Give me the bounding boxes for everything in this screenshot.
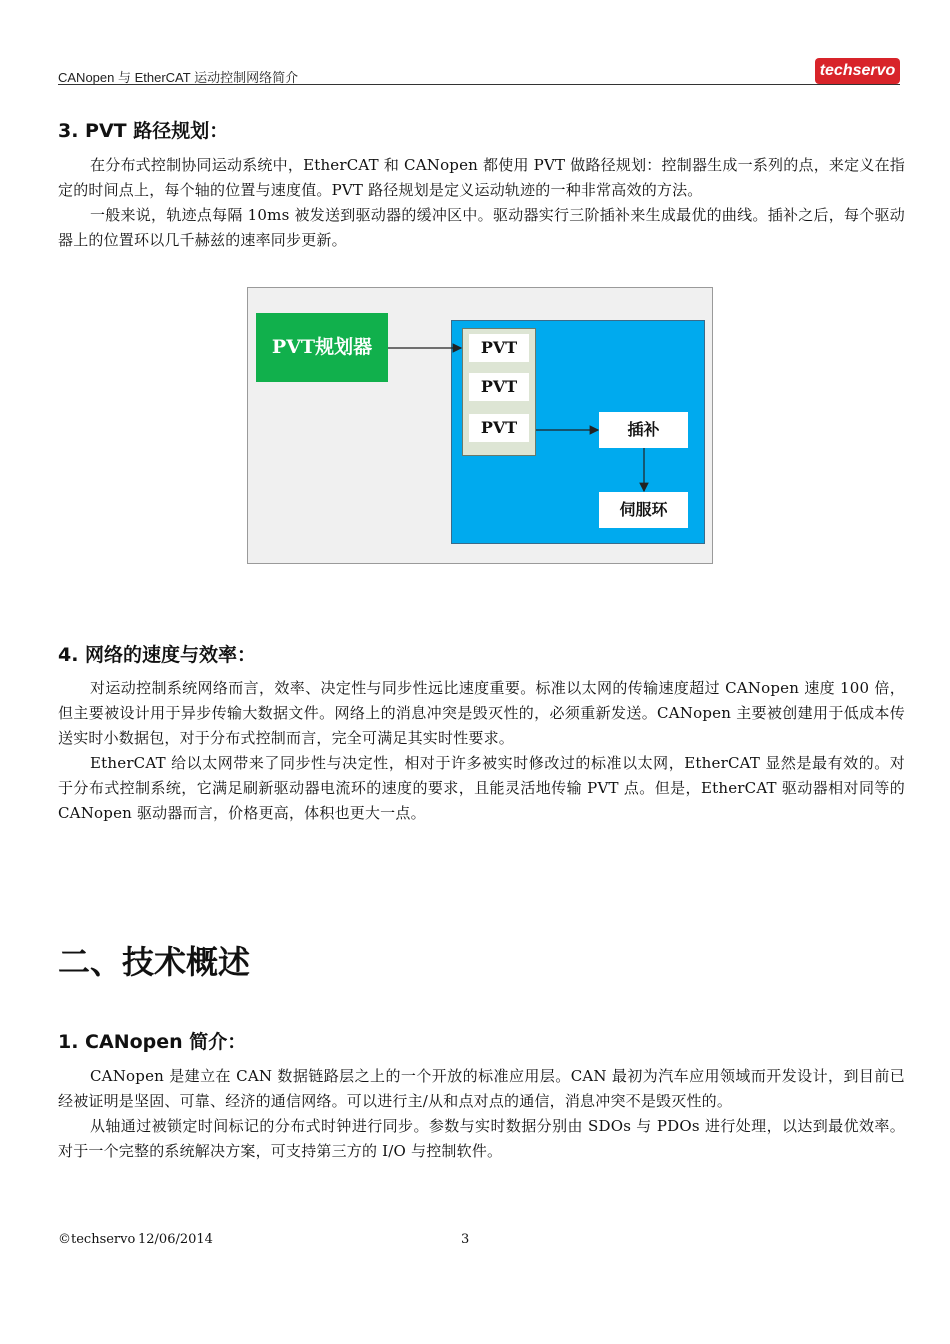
paragraph-canopen-1: CANopen 是建立在 CAN 数据链路层之上的一个开放的标准应用层。CAN 最初为汽车应用领域而开发设计，到目前已经被证明是坚固、可靠、经济的通信网络。可以进行主/从和点对点的通信，消息冲突不是毁灭性的。 <box>58 1067 905 1110</box>
paragraph-canopen-2: 从轴通过被锁定时间标记的分布式时钟进行同步。参数与实时数据分别由 SDOs 与 PDOs 进行处理，以达到最优效率。对于一个完整的系统解决方案，可支持第三方的 I/O 与控制软件。 <box>58 1117 905 1160</box>
paragraph-network-1: 对运动控制系统网络而言，效率、决定性与同步性远比速度重要。标准以太网的传输速度超过 CANopen 速度 100 倍，但主要被设计用于异步传输大数据文件。网络上的消息冲突是毁灭性的，必须重新发送。CANopen 主要被创建用于低成本传送实时小数据包，对于分布式控制而言，完全可满足其实时性要求。 <box>58 679 905 747</box>
section-heading-pvt: 3. PVT 路径规划： <box>58 120 229 142</box>
pvt-point-box: PVT <box>469 414 529 442</box>
pvt-point-box: PVT <box>469 373 529 401</box>
paragraph-pvt-1: 在分布式控制协同运动系统中，EtherCAT 和 CANopen 都使用 PVT 做路径规划：控制器生成一系列的点，来定义在指定的时间点上，每个轴的位置与速度值。PVT 路径规划是定义运动轨迹的一种非常高效的方法。 <box>58 156 905 199</box>
pvt-flow-diagram <box>247 287 713 564</box>
footer-date: 12/06/2014 <box>138 1232 213 1247</box>
chapter-heading-technical-overview: 二、技术概述 <box>58 943 251 981</box>
paragraph-network-2: EtherCAT 给以太网带来了同步性与决定性，相对于许多被实时修改过的标准以太网，EtherCAT 显然是最有效的。对于分布式控制系统，它满足刷新驱动器电流环的速度的要求，且能灵活地传输 PVT 点。但是，EtherCAT 驱动器相对同等的 CANopen 驱动器而言，价格更高，体积也更大一点。 <box>58 754 905 822</box>
diagram-arrows <box>248 288 714 565</box>
servo-loop-box: 伺服环 <box>599 492 688 528</box>
section-heading-network-efficiency: 4. 网络的速度与效率： <box>58 644 257 666</box>
section-heading-canopen-intro: 1. CANopen 简介： <box>58 1031 247 1053</box>
interpolation-box: 插补 <box>599 412 688 448</box>
pvt-point-box: PVT <box>469 334 529 362</box>
running-header-title: CANopen 与 EtherCAT 运动控制网络简介 <box>58 70 299 85</box>
footer-copyright: ©techservo <box>58 1232 136 1247</box>
pvt-planner-box: PVT规划器 <box>256 313 388 382</box>
footer-page-number: 3 <box>461 1232 470 1247</box>
header-divider <box>58 84 900 85</box>
paragraph-pvt-2: 一般来说，轨迹点每隔 10ms 被发送到驱动器的缓冲区中。驱动器实行三阶插补来生成最优的曲线。插补之后，每个驱动器上的位置环以几千赫兹的速率同步更新。 <box>58 206 905 249</box>
techservo-logo: techservo <box>815 58 900 84</box>
